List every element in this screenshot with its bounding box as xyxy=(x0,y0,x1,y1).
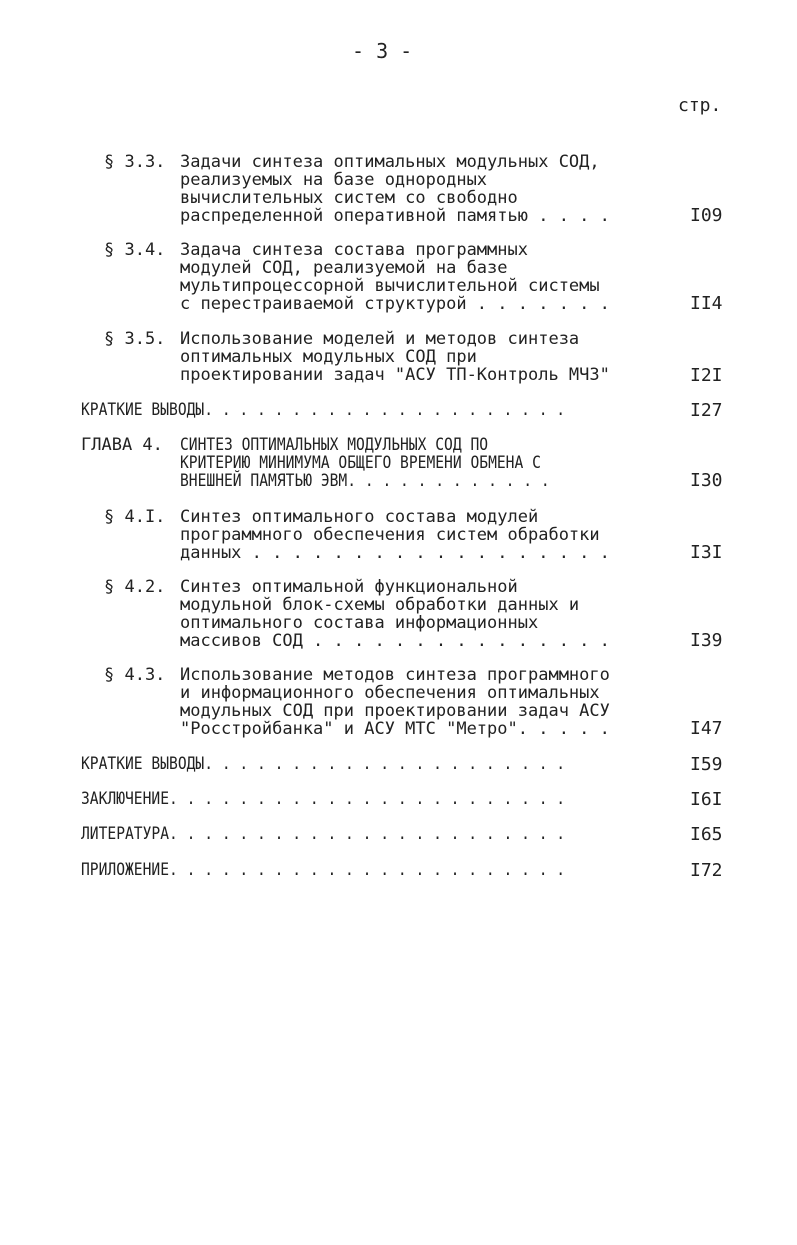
entry-line: Задачи синтеза оптимальных модульных СОД, xyxy=(180,152,600,172)
entry-line: ЛИТЕРАТУРА. . . . . . . . . . . . . . . . . . . . . . . xyxy=(81,824,566,844)
entry-line: модулей СОД, реализуемой на базе xyxy=(180,258,508,278)
entry-line: Использование моделей и методов синтеза xyxy=(180,329,580,349)
entry-line-text: СИНТЕЗ ОПТИМАЛЬНЫХ МОДУЛЬНЫХ СОД ПО xyxy=(180,435,489,455)
entry-line: программного обеспечения систем обработки xyxy=(180,525,600,545)
entry-line: ЗАКЛЮЧЕНИЕ. . . . . . . . . . . . . . . . . . . . . . . xyxy=(81,789,566,809)
section-marker: § 4.2. xyxy=(104,577,166,597)
entry-title xyxy=(180,329,610,383)
page-ref: I47 xyxy=(690,718,723,739)
entry-line xyxy=(180,435,610,453)
page-ref: I30 xyxy=(690,470,723,491)
page-ref: I3I xyxy=(690,542,723,563)
entry-line: с перестраиваемой структурой . . . . . . . xyxy=(180,294,610,314)
entry-title xyxy=(180,240,610,312)
entry-line: и информационного обеспечения оптимальных xyxy=(180,683,600,703)
entry-line: проектировании задач "АСУ ТП-Контроль МЧЗ" xyxy=(180,365,610,385)
entry-line: Синтез оптимального состава модулей xyxy=(180,507,539,527)
section-marker: § 4.I. xyxy=(104,507,166,527)
entry-line: КРАТКИЕ ВЫВОДЫ. . . . . . . . . . . . . . . . . . . . . xyxy=(81,400,566,420)
section-marker: § 4.3. xyxy=(104,665,166,685)
section-marker: § 3.3. xyxy=(104,152,166,172)
entry-title xyxy=(180,507,610,561)
page-number: - 3 - xyxy=(352,39,413,63)
entry-title xyxy=(81,400,644,420)
entry-line: модульной блок-схемы обработки данных и xyxy=(180,595,580,615)
page-ref: I39 xyxy=(690,630,723,651)
entry-line: оптимальных модульных СОД при xyxy=(180,347,477,367)
entry-title xyxy=(180,152,610,224)
entry-title xyxy=(180,577,610,649)
entry-line: массивов СОД . . . . . . . . . . . . . . . xyxy=(180,631,610,651)
entry-line: модульных СОД при проектировании задач АСУ xyxy=(180,701,610,721)
entry-line: Задача синтеза состава программных xyxy=(180,240,528,260)
entry-line: распределенной оперативной памятью . . . . xyxy=(180,206,610,226)
entry-line: КРАТКИЕ ВЫВОДЫ. . . . . . . . . . . . . . . . . . . . . xyxy=(81,754,566,774)
entry-title xyxy=(81,860,644,880)
entry-line: реализуемых на базе однородных xyxy=(180,170,488,190)
page-ref: I59 xyxy=(690,754,723,775)
entry-line: оптимального состава информационных xyxy=(180,613,539,633)
entry-line: "Росстройбанка" и АСУ МТС "Метро". . . . . xyxy=(180,719,610,739)
page-column-header: стр. xyxy=(678,95,722,116)
entry-title xyxy=(180,665,610,737)
entry-line: данных . . . . . . . . . . . . . . . . . . xyxy=(180,543,610,563)
entry-line xyxy=(180,453,610,471)
entry-line-text: КРИТЕРИЮ МИНИМУМА ОБЩЕГО ВРЕМЕНИ ОБМЕНА С xyxy=(180,453,541,473)
entry-line: мультипроцессорной вычислительной системы xyxy=(180,276,600,296)
entry-line: ПРИЛОЖЕНИЕ. . . . . . . . . . . . . . . . . . . . . . . xyxy=(81,860,566,880)
entry-title xyxy=(180,435,610,489)
page-ref: II4 xyxy=(690,293,723,314)
page-ref: I2I xyxy=(690,365,723,386)
chapter-label: ГЛАВА 4. xyxy=(81,435,163,455)
entry-line: Синтез оптимальной функциональной xyxy=(180,577,518,597)
entry-line-text: ВНЕШНЕЙ ПАМЯТЬЮ ЭВМ. . . . . . . . . . . . xyxy=(180,471,550,491)
page-ref: I72 xyxy=(690,860,723,881)
page-ref: I65 xyxy=(690,824,723,845)
entry-line xyxy=(180,471,610,489)
page-ref: I6I xyxy=(690,789,723,810)
entry-title xyxy=(81,824,644,844)
section-marker: § 3.4. xyxy=(104,240,166,260)
entry-title xyxy=(81,789,644,809)
section-marker: § 3.5. xyxy=(104,329,166,349)
page-ref: I09 xyxy=(690,205,723,226)
entry-title xyxy=(81,754,644,774)
page-ref: I27 xyxy=(690,400,723,421)
entry-line: Использование методов синтеза программного xyxy=(180,665,610,685)
entry-line: вычислительных систем со свободно xyxy=(180,188,518,208)
